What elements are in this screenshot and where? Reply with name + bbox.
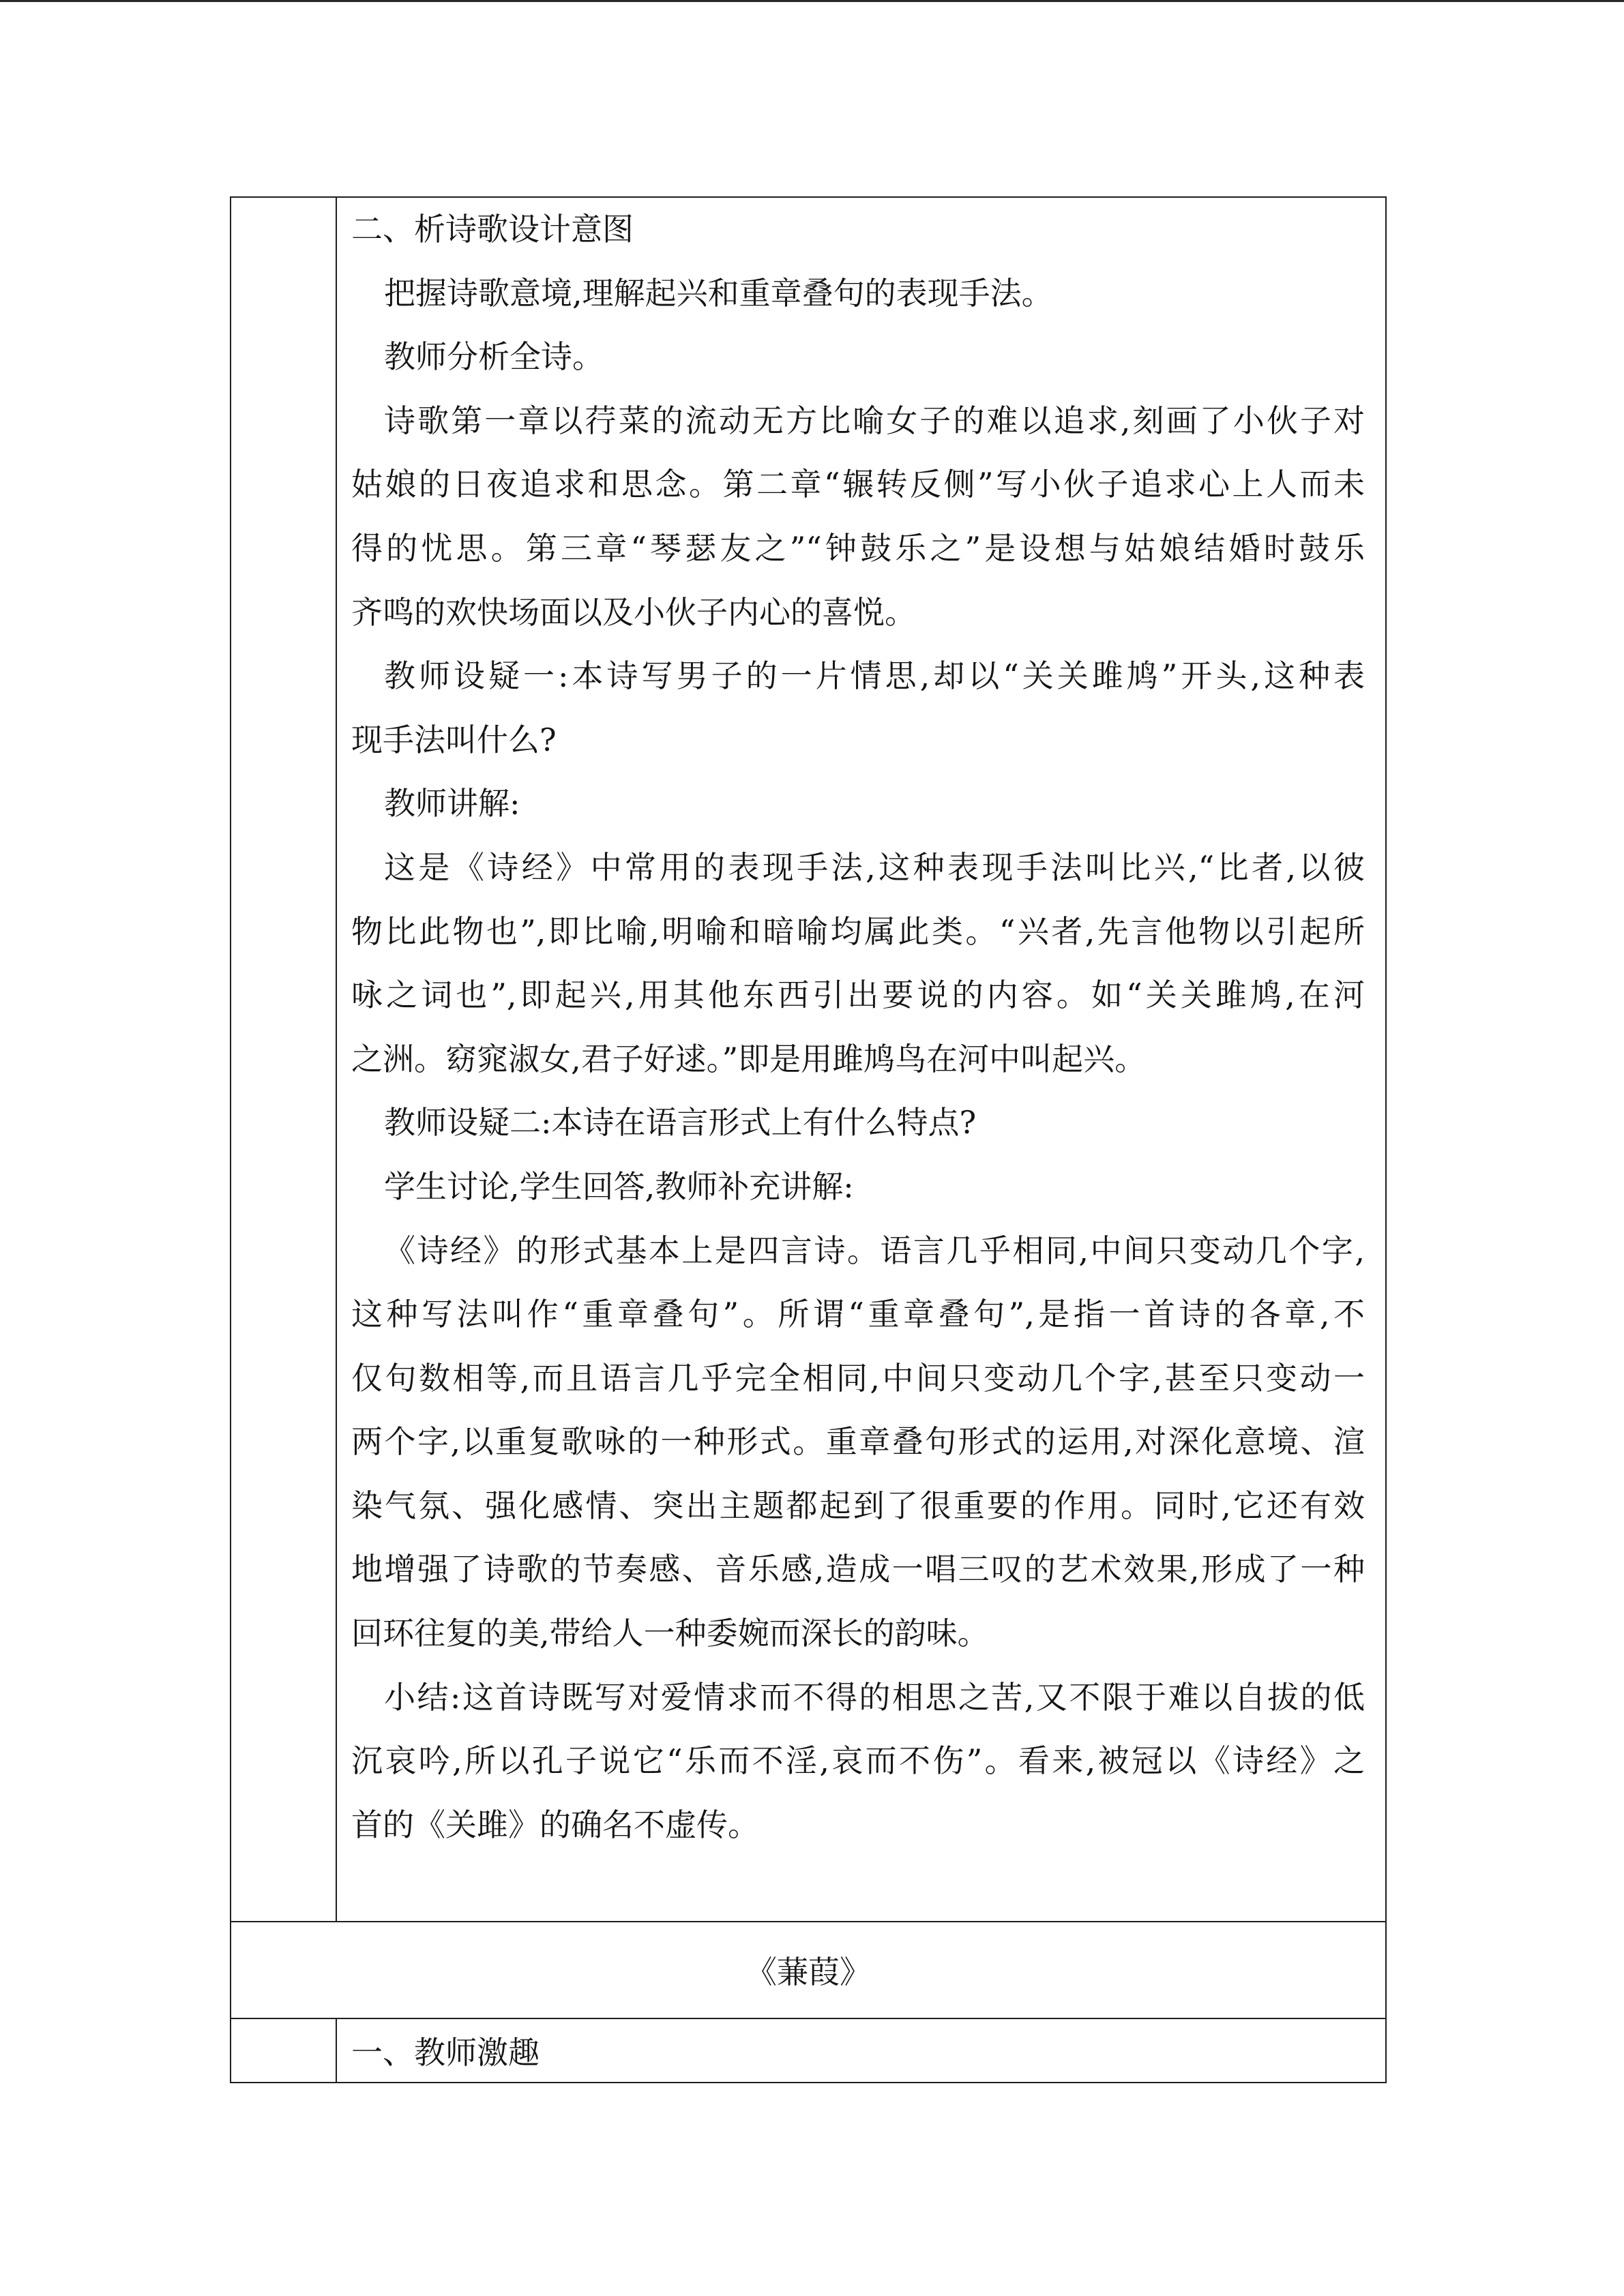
text-line: 两个字,以重复歌咏的一种形式。重章叠句形式的运用,对深化意境、渲 — [351, 1423, 1365, 1461]
text-line: 姑娘的日夜追求和思念。第二章“辗转反侧”写小伙子追求心上人而未 — [351, 466, 1365, 503]
section-title-jianjia: 《蒹葭》 — [745, 1954, 871, 1991]
paragraph — [351, 1219, 1365, 1666]
label-cell-empty — [230, 196, 337, 1922]
text-line: 教师设疑一:本诗写男子的一片情思,却以“关关雎鸠”开头,这种表 — [384, 657, 1365, 695]
paragraph — [351, 325, 1365, 389]
text-line: 学生讨论,学生回答,教师补充讲解: — [384, 1167, 854, 1205]
text-line: 齐鸣的欢快场面以及小伙子内心的喜悦。 — [351, 593, 916, 631]
text-line: 现手法叫什么? — [351, 721, 557, 758]
text-line: 染气氛、强化感情、突出主题都起到了很重要的作用。同时,它还有效 — [351, 1487, 1365, 1524]
paragraph — [351, 1155, 1365, 1219]
paragraph — [351, 772, 1365, 836]
paragraph — [351, 389, 1365, 644]
text-line: 沉哀吟,所以孔子说它“乐而不淫,哀而不伤”。看来,被冠以《诗经》之 — [351, 1742, 1365, 1780]
text-line: 首的《关雎》的确名不虚传。 — [351, 1806, 759, 1843]
text-line: 教师分析全诗。 — [384, 338, 604, 376]
text-line: 教师设疑二:本诗在语言形式上有什么特点? — [384, 1104, 977, 1142]
paragraph — [351, 836, 1365, 1091]
paragraph — [351, 1666, 1365, 1858]
section-title-row — [230, 1921, 1387, 2019]
text-line: 《诗经》的形式基本上是四言诗。语言几乎相同,中间只变动几个字, — [384, 1232, 1365, 1269]
section-heading: 二、析诗歌设计意图 — [351, 211, 634, 248]
text-line: 得的忧思。第三章“琴瑟友之”“钟鼓乐之”是设想与姑娘结婚时鼓乐 — [351, 529, 1365, 567]
text-line: 地增强了诗歌的节奏感、音乐感,造成一唱三叹的艺术效果,形成了一种 — [351, 1551, 1365, 1588]
paragraph — [351, 1091, 1365, 1155]
text-line: 回环往复的美,带给人一种委婉而深长的韵味。 — [351, 1615, 989, 1652]
text-line: 把握诗歌意境,理解起兴和重章叠句的表现手法。 — [384, 274, 1053, 312]
text-line: 仅句数相等,而且语言几乎完全相同,中间只变动几个字,甚至只变动一 — [351, 1359, 1365, 1397]
paragraph — [351, 644, 1365, 772]
page-top-rule — [0, 0, 1624, 2]
content-cell-poem-analysis — [336, 196, 1387, 1922]
text-line: 这种写法叫作“重章叠句”。所谓“重章叠句”,是指一首诗的各章,不 — [351, 1296, 1365, 1333]
content-cell-intro — [336, 2018, 1387, 2083]
label-cell-empty — [230, 2018, 337, 2083]
text-line: 小结:这首诗既写对爱情求而不得的相思之苦,又不限于难以自拔的低 — [384, 1678, 1365, 1716]
text-line: 咏之词也”,即起兴,用其他东西引出要说的内容。如“关关雎鸠,在河 — [351, 976, 1365, 1014]
text-line: 物比此物也”,即比喻,明喻和暗喻均属此类。“兴者,先言他物以引起所 — [351, 912, 1365, 950]
text-line: 诗歌第一章以荇菜的流动无方比喻女子的难以追求,刻画了小伙子对 — [384, 402, 1365, 439]
poem-analysis-text — [351, 198, 1365, 1857]
paragraph — [351, 262, 1365, 326]
subsection-heading: 一、教师激趣 — [351, 2034, 540, 2071]
text-line: 教师讲解: — [384, 785, 520, 822]
text-line: 这是《诗经》中常用的表现手法,这种表现手法叫比兴,“比者,以彼 — [384, 848, 1365, 886]
text-line: 之洲。窈窕淑女,君子好逑。”即是用雎鸠鸟在河中叫起兴。 — [351, 1040, 1147, 1077]
